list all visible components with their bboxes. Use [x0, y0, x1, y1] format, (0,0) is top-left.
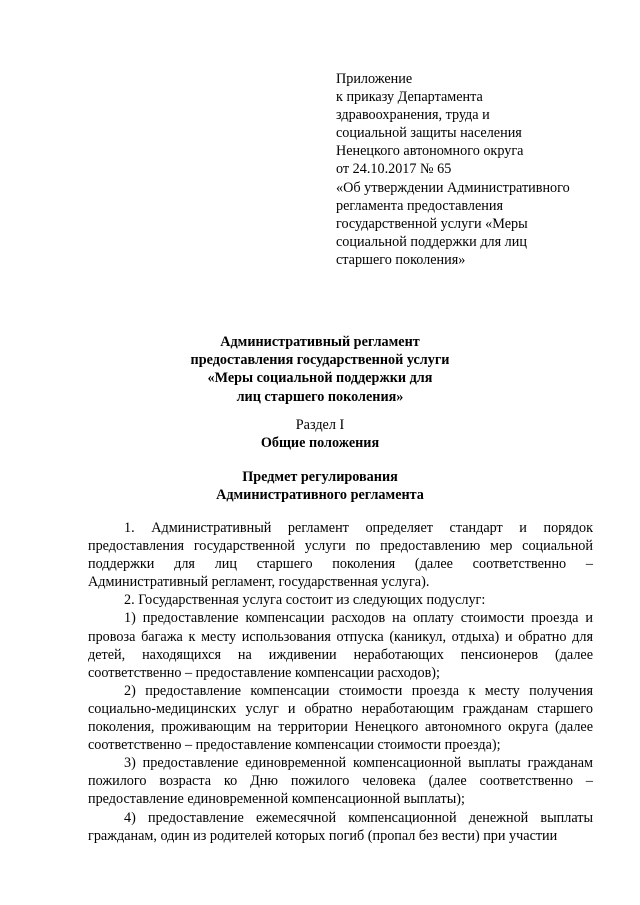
appendix-line: Приложение — [336, 71, 413, 87]
appendix-line: «Об утверждении Административного — [336, 179, 570, 196]
appendix-line: Ненецкого автономного округа — [336, 143, 524, 160]
appendix-line: старшего поколения» — [336, 251, 466, 268]
body-text — [88, 519, 593, 845]
appendix-line: государственной услуги «Меры — [336, 215, 528, 232]
subject-line: Административного регламента — [216, 487, 424, 504]
appendix-line: социальной защиты населения — [336, 125, 522, 142]
appendix-line: регламента предоставления — [336, 197, 503, 214]
paragraph: 3) предоставление единовременной компенсационной выплаты гражданам пожилого возраста ко Дню пожилого человека (далее соответственно – предоставление единовременной компенсационной выплаты); — [88, 755, 593, 808]
paragraph: 4) предоставление ежемесячной компенсационной денежной выплаты гражданам, один из родителей которых погиб (пропал без вести) при участии — [88, 809, 593, 844]
paragraph: 1. Административный регламент определяет стандарт и порядок предоставления государственной услуги по предоставлению мер социальной поддержки для лиц старшего поколения (далее соответственно – Административный регламент, государственная услуга). — [88, 520, 593, 591]
subject-heading — [0, 468, 640, 504]
appendix-line: социальной поддержки для лиц — [336, 233, 527, 250]
paragraph: 2. Государственная услуга состоит из следующих подуслуг: — [124, 592, 486, 609]
appendix-header — [336, 70, 626, 269]
appendix-line: к приказу Департамента — [336, 89, 483, 106]
paragraph: 2) предоставление компенсации стоимости проезда к месту получения социально-медицинских услуг и обратно неработающим гражданам старшего поколения, проживающим на территории Ненецкого автономного округа (далее соответственно – предоставление компенсации стоимости проезда); — [88, 682, 593, 754]
section-number: Раздел I — [295, 417, 345, 433]
title-line: Административный регламент — [220, 334, 420, 350]
subject-line: Предмет регулирования — [242, 469, 398, 485]
section-name: Общие положения — [260, 435, 380, 452]
section-heading — [0, 416, 640, 452]
paragraph: 1) предоставление компенсации расходов на оплату стоимости проезда и провоза багажа к месту использования отпуска (каникул, отдыха) и обратно для детей, находящихся на иждивении неработающих пенсионеров (далее соответственно – предоставление компенсации расходов); — [88, 610, 593, 681]
title-line: «Меры социальной поддержки для — [207, 370, 433, 387]
appendix-line: здравоохранения, труда и — [336, 107, 490, 124]
document-title — [0, 333, 640, 406]
appendix-line: от 24.10.2017 № 65 — [336, 161, 452, 178]
title-line: предоставления государственной услуги — [190, 352, 450, 369]
title-line: лиц старшего поколения» — [236, 388, 404, 405]
